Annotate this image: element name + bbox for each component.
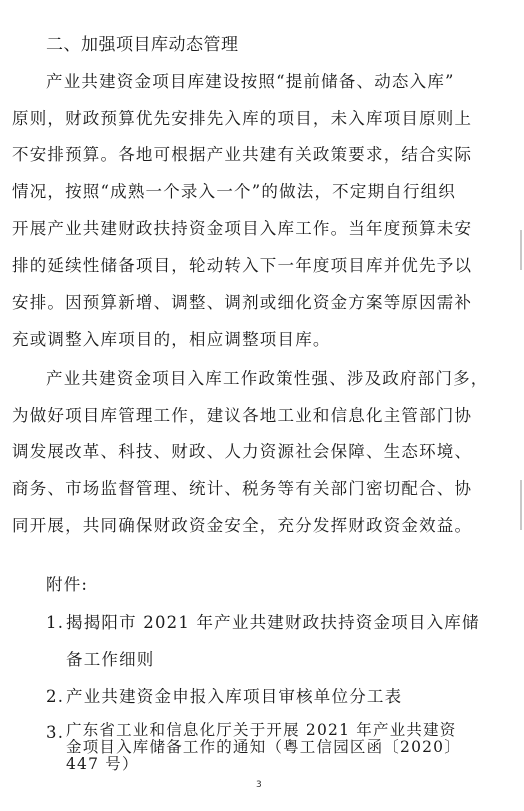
paragraph-2-line: 产业共建资金项目入库工作政策性强、涉及政府部门多， — [46, 369, 489, 388]
attachment-number: 3. — [46, 723, 65, 742]
paragraph-1-line: 原则，财政预算优先安排先入库的项目，未入库项目原则上 — [12, 109, 473, 128]
paragraph-2-line: 调发展改革、科技、财政、人力资源社会保障、生态环境、 — [12, 442, 473, 461]
scan-edge-mark — [520, 230, 522, 270]
attachment-title-line: 447 号） — [66, 755, 139, 773]
paragraph-1-line: 不安排预算。各地可根据产业共建有关政策要求，结合实际 — [12, 145, 473, 164]
attachment-title-line: 备工作细则 — [66, 650, 155, 669]
paragraph-2-line: 同开展，共同确保财政资金安全，充分发挥财政资金效益。 — [12, 516, 473, 535]
section-heading: 二、加强项目库动态管理 — [46, 35, 239, 55]
attachment-title-line: 揭揭阳市 2021 年产业共建财政扶持资金项目入库储 — [66, 613, 480, 632]
paragraph-1-line: 情况，按照“成熟一个录入一个”的做法，不定期自行组织 — [12, 182, 457, 201]
paragraph-1-line: 产业共建资金项目库建设按照“提前储备、动态入库” — [46, 72, 455, 91]
paragraph-1-line: 安排。因预算新增、调整、调剂或细化资金方案等原因需补 — [12, 293, 473, 312]
paragraph-1-line: 排的延续性储备项目，轮动转入下一年度项目库并优先予以 — [12, 256, 473, 275]
attachment-title-line: 广东省工业和信息化厅关于开展 2021 年产业共建资 — [66, 721, 457, 739]
paragraph-2-line: 商务、市场监督管理、统计、税务等有关部门密切配合、协 — [12, 479, 473, 498]
attachment-number: 1. — [46, 613, 65, 632]
paragraph-1-line: 充或调整入库项目的，相应调整项目库。 — [12, 330, 331, 349]
attachments-label: 附件: — [46, 575, 89, 594]
page-number: 3 — [256, 780, 262, 790]
attachment-title-line: 金项目入库储备工作的通知（粤工信园区函〔2020〕 — [66, 738, 461, 756]
attachment-number: 2. — [46, 687, 65, 706]
scan-edge-mark — [520, 480, 522, 530]
attachment-title-line: 产业共建资金申报入库项目审核单位分工表 — [66, 687, 403, 706]
paragraph-2-line: 为做好项目库管理工作，建议各地工业和信息化主管部门协 — [12, 406, 473, 425]
paragraph-1-line: 开展产业共建财政扶持资金项目入库工作。当年度预算未安 — [12, 219, 473, 238]
